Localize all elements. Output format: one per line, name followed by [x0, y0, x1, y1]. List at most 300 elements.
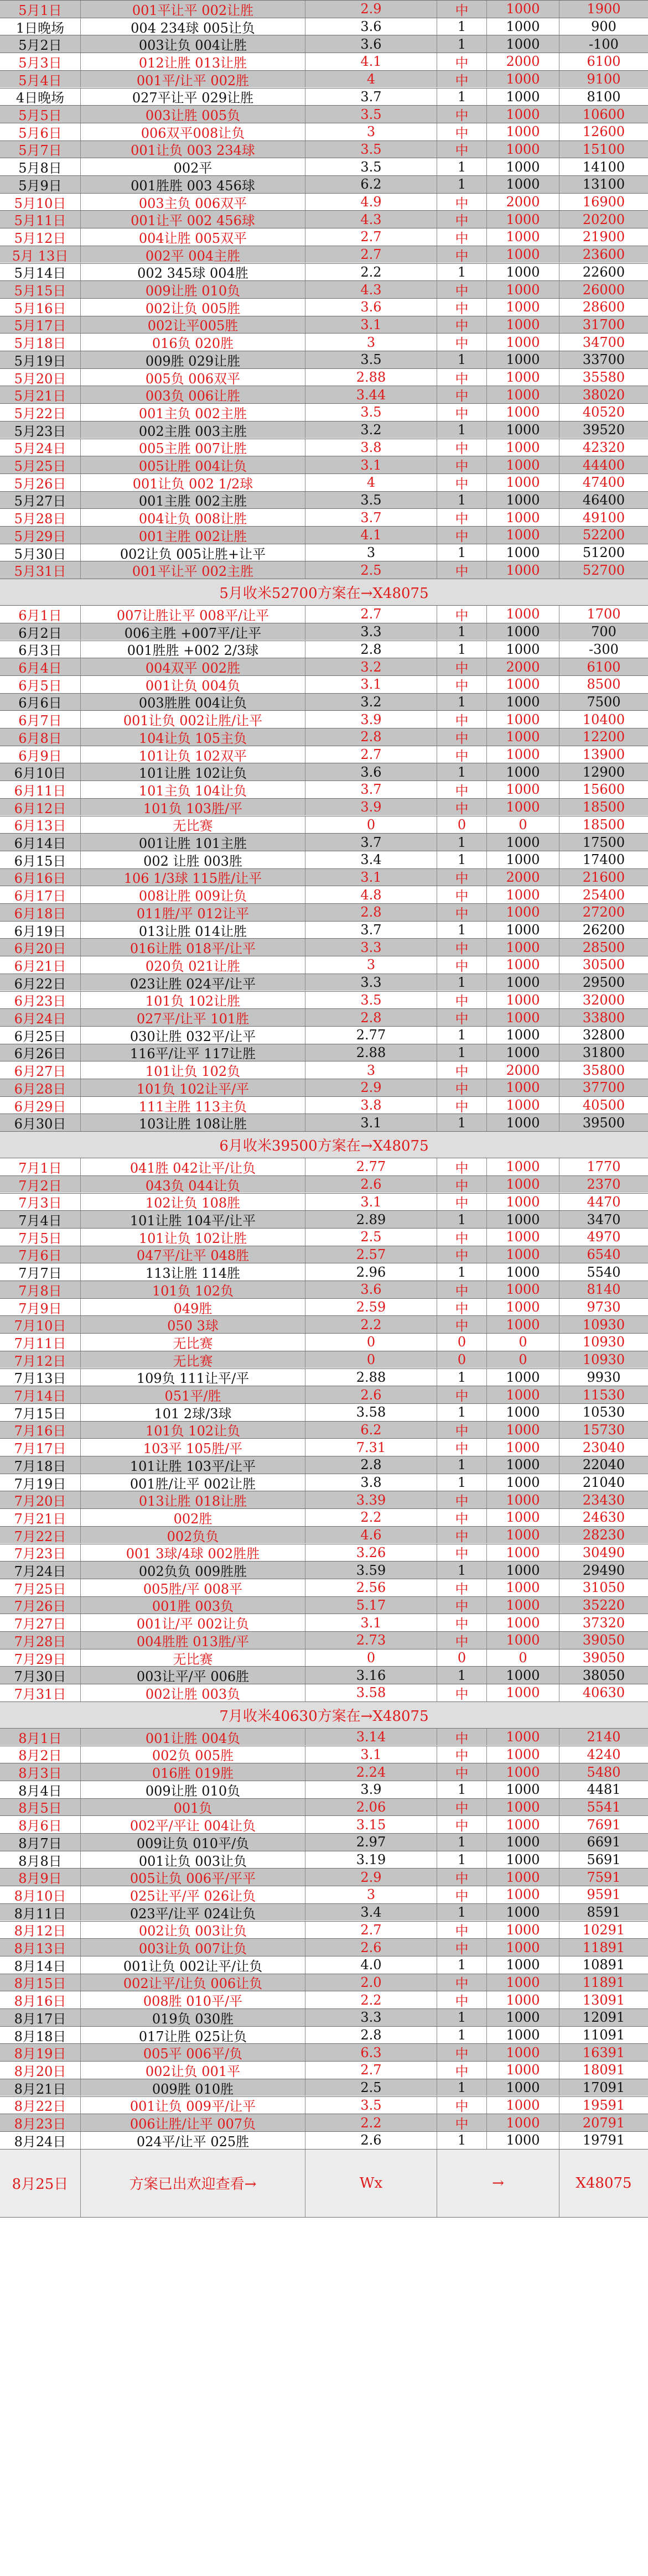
cell-result: 中: [437, 606, 487, 623]
cell-balance: 49100: [582, 509, 625, 525]
table-row: [0, 693, 648, 711]
table-row: [0, 658, 648, 675]
cell-balance: 10291: [582, 1922, 625, 1938]
cell-result: 1: [437, 2079, 487, 2096]
cell-balance: 23430: [582, 1492, 625, 1508]
cell-balance: 40500: [582, 1097, 625, 1113]
cell-match: 001让负 009平/让平: [81, 2097, 305, 2114]
cell-balance: 15600: [582, 782, 625, 798]
cell-stake: 1000: [487, 1027, 559, 1044]
cell-odds: 3.1: [305, 1746, 437, 1763]
footer-date: 8月25日: [0, 2150, 81, 2217]
cell-balance: 18500: [582, 816, 625, 832]
cell-stake: 1000: [487, 1439, 559, 1456]
cell-odds: 6.2: [305, 176, 437, 193]
cell-date: 8月9日: [0, 1869, 81, 1886]
cell-balance: 12200: [582, 729, 625, 745]
cell-odds: 2.8: [305, 1009, 437, 1026]
cell-balance: 28230: [582, 1527, 625, 1543]
cell-date: 5月30日: [0, 544, 81, 561]
cell-match: 001平/让平 002胜: [81, 71, 305, 88]
cell-result: 中: [437, 904, 487, 921]
cell-date: 5月4日: [0, 71, 81, 88]
month-summary-banner: 6月收米39500方案在→X48075: [0, 1131, 648, 1158]
cell-match: 005让胜 004让负: [81, 456, 305, 473]
cell-balance: 32800: [582, 1027, 625, 1043]
cell-match: 101负 102负: [81, 1281, 305, 1298]
table-row: [0, 746, 648, 763]
cell-stake: 1000: [487, 1991, 559, 2008]
cell-match: 004双平 002胜: [81, 658, 305, 675]
cell-result: 0: [437, 816, 487, 834]
cell-match: 001平让平 002主胜: [81, 561, 305, 579]
table-row: [0, 623, 648, 641]
cell-odds: 2.8: [305, 641, 437, 658]
cell-result: 1: [437, 35, 487, 53]
table-row: [0, 403, 648, 421]
cell-stake: 1000: [487, 1299, 559, 1316]
cell-stake: 1000: [487, 799, 559, 816]
cell-stake: 1000: [487, 492, 559, 509]
cell-odds: 2.7: [305, 1922, 437, 1939]
cell-stake: 1000: [487, 956, 559, 974]
cell-date: 5月5日: [0, 106, 81, 123]
cell-match: 002胜: [81, 1509, 305, 1526]
cell-match: 025让平/平 026让负: [81, 1886, 305, 1903]
cell-result: 中: [437, 676, 487, 693]
cell-result: 中: [437, 1176, 487, 1193]
cell-stake: 1000: [487, 299, 559, 316]
cell-date: 6月8日: [0, 728, 81, 746]
cell-stake: 1000: [487, 1816, 559, 1833]
cell-date: 7月5日: [0, 1229, 81, 1246]
cell-date: 5月27日: [0, 492, 81, 509]
cell-balance: 6100: [587, 54, 621, 70]
cell-stake: 1000: [487, 974, 559, 991]
cell-stake: 1000: [487, 1544, 559, 1562]
cell-result: 中: [437, 799, 487, 816]
cell-stake: 1000: [487, 474, 559, 491]
cell-stake: 1000: [487, 1229, 559, 1246]
cell-match: 003让平/平 006胜: [81, 1667, 305, 1684]
cell-date: 7月1日: [0, 1158, 81, 1175]
cell-stake: 2000: [487, 658, 559, 675]
cell-result: 中: [437, 369, 487, 386]
cell-result: 1: [437, 974, 487, 991]
cell-balance: 33700: [582, 352, 625, 368]
cell-date: 8月12日: [0, 1922, 81, 1939]
cell-stake: 1000: [487, 561, 559, 579]
cell-match: 103平 105胜/平: [81, 1439, 305, 1456]
cell-balance: 39050: [582, 1632, 625, 1648]
cell-stake: 1000: [487, 1422, 559, 1439]
cell-balance: 22040: [582, 1457, 625, 1473]
cell-result: 1: [437, 158, 487, 175]
cell-balance: 26200: [582, 922, 625, 938]
cell-result: 中: [437, 404, 487, 421]
cell-match: 001负: [81, 1799, 305, 1816]
cell-stake: 1000: [487, 1044, 559, 1061]
month-summary-banner: 5月收米52700方案在→X48075: [0, 579, 648, 605]
cell-date: 6月27日: [0, 1061, 81, 1079]
cell-date: 7月27日: [0, 1614, 81, 1631]
cell-match: 051平/胜: [81, 1386, 305, 1403]
cell-result: 中: [437, 658, 487, 675]
cell-odds: 4.0: [305, 1956, 437, 1974]
cell-balance: 20791: [582, 2115, 625, 2131]
cell-odds: 3.58: [305, 1684, 437, 1701]
cell-stake: 1000: [487, 1851, 559, 1869]
cell-result: 1: [437, 89, 487, 106]
cell-date: 5月26日: [0, 474, 81, 491]
cell-date: 6月28日: [0, 1079, 81, 1096]
cell-date: 8月10日: [0, 1886, 81, 1903]
cell-date: 5月16日: [0, 299, 81, 316]
cell-balance: 10930: [582, 1316, 625, 1333]
cell-stake: 1000: [487, 334, 559, 351]
cell-balance: 34700: [582, 334, 625, 350]
table-row: [0, 1508, 648, 1526]
cell-stake: 1000: [487, 1667, 559, 1684]
cell-stake: 1000: [487, 922, 559, 939]
cell-balance: 5541: [587, 1799, 621, 1815]
cell-result: 1: [437, 1456, 487, 1474]
table-row: [0, 921, 648, 939]
cell-match: 006双平008让负: [81, 123, 305, 140]
cell-result: 中: [437, 53, 487, 70]
cell-match: 005负 006双平: [81, 369, 305, 386]
cell-result: 1: [437, 694, 487, 711]
cell-match: 116平/让平 117让胜: [81, 1044, 305, 1061]
cell-balance: 31050: [582, 1580, 625, 1596]
cell-date: 6月24日: [0, 1009, 81, 1026]
cell-balance: 6100: [587, 659, 621, 675]
cell-balance: 35800: [582, 1062, 625, 1078]
cell-stake: 1000: [487, 1974, 559, 1991]
cell-odds: 2.88: [305, 1369, 437, 1386]
cell-match: 002让负 001平: [81, 2062, 305, 2079]
cell-result: 中: [437, 106, 487, 123]
cell-balance: 35220: [582, 1597, 625, 1613]
cell-balance: 19591: [582, 2097, 625, 2113]
cell-match: 无比赛: [81, 1334, 305, 1351]
cell-stake: 1000: [487, 228, 559, 246]
cell-match: 007让胜让平 008平/让平: [81, 606, 305, 623]
cell-result: 1: [437, 1834, 487, 1851]
table-row: [0, 1096, 648, 1114]
cell-stake: 1000: [487, 2009, 559, 2026]
cell-stake: 1000: [487, 1474, 559, 1491]
cell-date: 5月29日: [0, 527, 81, 544]
cell-odds: 3: [305, 956, 437, 974]
cell-date: 7月26日: [0, 1597, 81, 1614]
cell-stake: 1000: [487, 904, 559, 921]
table-row: [0, 1193, 648, 1211]
cell-balance: 26000: [582, 282, 625, 298]
cell-stake: 1000: [487, 141, 559, 158]
cell-odds: 3.59: [305, 1562, 437, 1579]
table-row: [0, 491, 648, 509]
table-row: [0, 333, 648, 351]
cell-result: 中: [437, 1869, 487, 1886]
cell-date: 6月11日: [0, 781, 81, 798]
cell-date: 7月19日: [0, 1474, 81, 1491]
cell-balance: 24630: [582, 1510, 625, 1526]
cell-balance: 30490: [582, 1544, 625, 1560]
table-row: [0, 210, 648, 228]
cell-balance: 7500: [587, 694, 621, 710]
cell-stake: 1000: [487, 1491, 559, 1508]
cell-match: 004让胜 005双平: [81, 228, 305, 246]
cell-match: 101 2球/3球: [81, 1404, 305, 1421]
cell-result: 1: [437, 176, 487, 193]
table-row: [0, 833, 648, 851]
cell-odds: 2.8: [305, 2027, 437, 2044]
cell-match: 101让负 102让胜: [81, 1229, 305, 1246]
cell-date: 6月3日: [0, 641, 81, 658]
table-row: [0, 1815, 648, 1833]
cell-odds: 2.6: [305, 2132, 437, 2149]
cell-result: 中: [437, 1422, 487, 1439]
cell-stake: 1000: [487, 781, 559, 798]
cell-odds: 3.26: [305, 1544, 437, 1562]
cell-date: 5月2日: [0, 35, 81, 53]
table-row: [0, 421, 648, 439]
cell-date: 6月12日: [0, 799, 81, 816]
cell-stake: 1000: [487, 728, 559, 746]
cell-date: 5月1日: [0, 1, 81, 18]
cell-balance: 10930: [582, 1334, 625, 1350]
cell-date: 5月25日: [0, 456, 81, 473]
cell-odds: 3.7: [305, 781, 437, 798]
table-row: [0, 544, 648, 561]
cell-match: 005平 006平/负: [81, 2044, 305, 2061]
table-row: [0, 1158, 648, 1175]
cell-date: 5月19日: [0, 351, 81, 368]
cell-match: 001让平 002 456球: [81, 211, 305, 228]
table-row: [0, 1938, 648, 1956]
cell-result: 1: [437, 1956, 487, 1974]
table-row: [0, 1903, 648, 1921]
cell-stake: 1000: [487, 1904, 559, 1921]
cell-date: 7月24日: [0, 1562, 81, 1579]
cell-match: 043负 044让负: [81, 1176, 305, 1193]
cell-balance: 37700: [582, 1080, 625, 1096]
cell-result: 中: [437, 1079, 487, 1096]
cell-result: 中: [437, 1922, 487, 1939]
table-row: [0, 1386, 648, 1403]
cell-date: 6月21日: [0, 956, 81, 974]
cell-match: 003主负 006双平: [81, 194, 305, 211]
cell-balance: 3470: [587, 1211, 621, 1227]
cell-stake: 1000: [487, 2044, 559, 2061]
cell-stake: 2000: [487, 869, 559, 886]
cell-match: 001让/平 002让负: [81, 1614, 305, 1631]
cell-date: 8月19日: [0, 2044, 81, 2061]
cell-balance: 9100: [587, 71, 621, 87]
cell-match: 013让胜 014让胜: [81, 922, 305, 939]
table-row: [0, 1008, 648, 1026]
cell-balance: 39050: [582, 1650, 625, 1666]
table-row: [0, 816, 648, 834]
cell-odds: 3.6: [305, 18, 437, 35]
table-row: [0, 1044, 648, 1061]
cell-balance: -300: [589, 641, 619, 657]
cell-stake: 1000: [487, 2027, 559, 2044]
cell-odds: 2.8: [305, 728, 437, 746]
table-row: [0, 1351, 648, 1368]
table-row: [0, 1438, 648, 1456]
table-row: [0, 2061, 648, 2079]
cell-match: 001让负 004负: [81, 676, 305, 693]
cell-match: 017让胜 025让负: [81, 2027, 305, 2044]
cell-match: 009胜 010胜: [81, 2079, 305, 2096]
cell-odds: 2.8: [305, 904, 437, 921]
cell-result: 1: [437, 1781, 487, 1798]
cell-balance: 25400: [582, 887, 625, 903]
cell-result: 中: [437, 1194, 487, 1211]
cell-stake: 1000: [487, 351, 559, 368]
cell-odds: 3.7: [305, 509, 437, 526]
cell-balance: 5540: [587, 1264, 621, 1280]
cell-date: 6月20日: [0, 939, 81, 956]
cell-balance: 44400: [582, 457, 625, 473]
cell-result: 中: [437, 1246, 487, 1263]
cell-balance: 10530: [582, 1404, 625, 1420]
cell-odds: 2.6: [305, 1176, 437, 1193]
cell-balance: 21600: [582, 869, 625, 885]
cell-result: 中: [437, 1097, 487, 1114]
cell-result: 0: [437, 1649, 487, 1667]
cell-match: 001主胜 002主胜: [81, 492, 305, 509]
cell-result: 中: [437, 1544, 487, 1562]
month-summary-banner: 7月收米40630方案在→X48075: [0, 1701, 648, 1728]
cell-result: 中: [437, 194, 487, 211]
cell-match: 002负负 009胜胜: [81, 1562, 305, 1579]
cell-result: 1: [437, 763, 487, 780]
cell-result: 中: [437, 956, 487, 974]
cell-balance: 28600: [582, 299, 625, 315]
cell-result: 中: [437, 71, 487, 88]
cell-balance: 27200: [582, 904, 625, 920]
table-row: [0, 158, 648, 175]
cell-balance: 10930: [582, 1352, 625, 1368]
cell-balance: 23600: [582, 247, 625, 263]
cell-date: 5月12日: [0, 228, 81, 246]
cell-odds: 3.5: [305, 141, 437, 158]
cell-stake: 1000: [487, 2132, 559, 2149]
table-row: [0, 1579, 648, 1596]
cell-date: 5月21日: [0, 386, 81, 403]
cell-date: 6月1日: [0, 606, 81, 623]
cell-date: 8月2日: [0, 1746, 81, 1763]
table-row: [0, 886, 648, 903]
cell-date: 7月12日: [0, 1351, 81, 1368]
cell-match: 013让胜 018让胜: [81, 1491, 305, 1508]
cell-match: 001 3球/4球 002胜胜: [81, 1544, 305, 1562]
cell-balance: 13100: [582, 176, 625, 192]
table-row: [0, 1544, 648, 1562]
cell-stake: 1000: [487, 1886, 559, 1903]
cell-date: 7月29日: [0, 1649, 81, 1667]
table-row: [0, 1763, 648, 1781]
cell-balance: 1900: [587, 1, 621, 17]
cell-odds: 3.8: [305, 1474, 437, 1491]
cell-match: 008胜 010平/平: [81, 1991, 305, 2008]
cell-odds: 4.8: [305, 886, 437, 903]
cell-result: 1: [437, 1404, 487, 1421]
table-row: [0, 105, 648, 123]
cell-result: 中: [437, 1974, 487, 1991]
cell-date: 5月24日: [0, 439, 81, 456]
cell-date: 6月16日: [0, 869, 81, 886]
cell-date: 7月18日: [0, 1456, 81, 1474]
cell-match: 001让负 002 1/2球: [81, 474, 305, 491]
cell-balance: 31700: [582, 316, 625, 332]
cell-match: 003让负 007让负: [81, 1939, 305, 1956]
cell-match: 024平/让平 025胜: [81, 2132, 305, 2149]
cell-odds: 2.6: [305, 1386, 437, 1403]
cell-result: 中: [437, 1281, 487, 1298]
cell-date: 8月22日: [0, 2097, 81, 2114]
table-row: [0, 1666, 648, 1684]
table-row: [0, 439, 648, 456]
cell-odds: 4: [305, 474, 437, 491]
cell-balance: 9930: [587, 1369, 621, 1385]
cell-match: 106 1/3球 115胜/让平: [81, 869, 305, 886]
cell-match: 002让负 005让胜+让平: [81, 544, 305, 561]
cell-stake: 2000: [487, 194, 559, 211]
cell-odds: 2.5: [305, 561, 437, 579]
cell-balance: 52200: [582, 527, 625, 543]
cell-match: 012让胜 013让胜: [81, 53, 305, 70]
cell-balance: 11891: [582, 1974, 625, 1990]
cell-result: 中: [437, 527, 487, 544]
cell-stake: 1000: [487, 1194, 559, 1211]
cell-result: 1: [437, 1027, 487, 1044]
table-row: [0, 710, 648, 728]
cell-stake: 1000: [487, 1834, 559, 1851]
table-row: [0, 1526, 648, 1544]
cell-odds: 2.7: [305, 606, 437, 623]
cell-date: 5月28日: [0, 509, 81, 526]
cell-result: 中: [437, 299, 487, 316]
table-row: [0, 2043, 648, 2061]
cell-result: 0: [437, 1351, 487, 1368]
table-row: [0, 1974, 648, 1991]
cell-match: 001主负 002主胜: [81, 404, 305, 421]
cell-match: 019负 030胜: [81, 2009, 305, 2026]
table-row: [0, 1113, 648, 1131]
cell-result: 中: [437, 1632, 487, 1649]
cell-result: 1: [437, 1114, 487, 1131]
cell-date: 4日晚场: [0, 89, 81, 106]
cell-stake: 0: [487, 1649, 559, 1667]
cell-date: 5月23日: [0, 421, 81, 439]
cell-balance: 37320: [582, 1615, 625, 1631]
cell-match: 101负 102让负: [81, 1422, 305, 1439]
cell-stake: 1000: [487, 246, 559, 263]
cell-balance: 29500: [582, 975, 625, 991]
cell-result: 1: [437, 834, 487, 851]
cell-match: 002让负 005胜: [81, 299, 305, 316]
cell-balance: 21040: [582, 1475, 625, 1491]
cell-odds: 0: [305, 1351, 437, 1368]
table-row: [0, 1921, 648, 1939]
cell-odds: 3.58: [305, 1404, 437, 1421]
cell-match: 101让胜 103平/让平: [81, 1456, 305, 1474]
cell-balance: 28500: [582, 939, 625, 955]
